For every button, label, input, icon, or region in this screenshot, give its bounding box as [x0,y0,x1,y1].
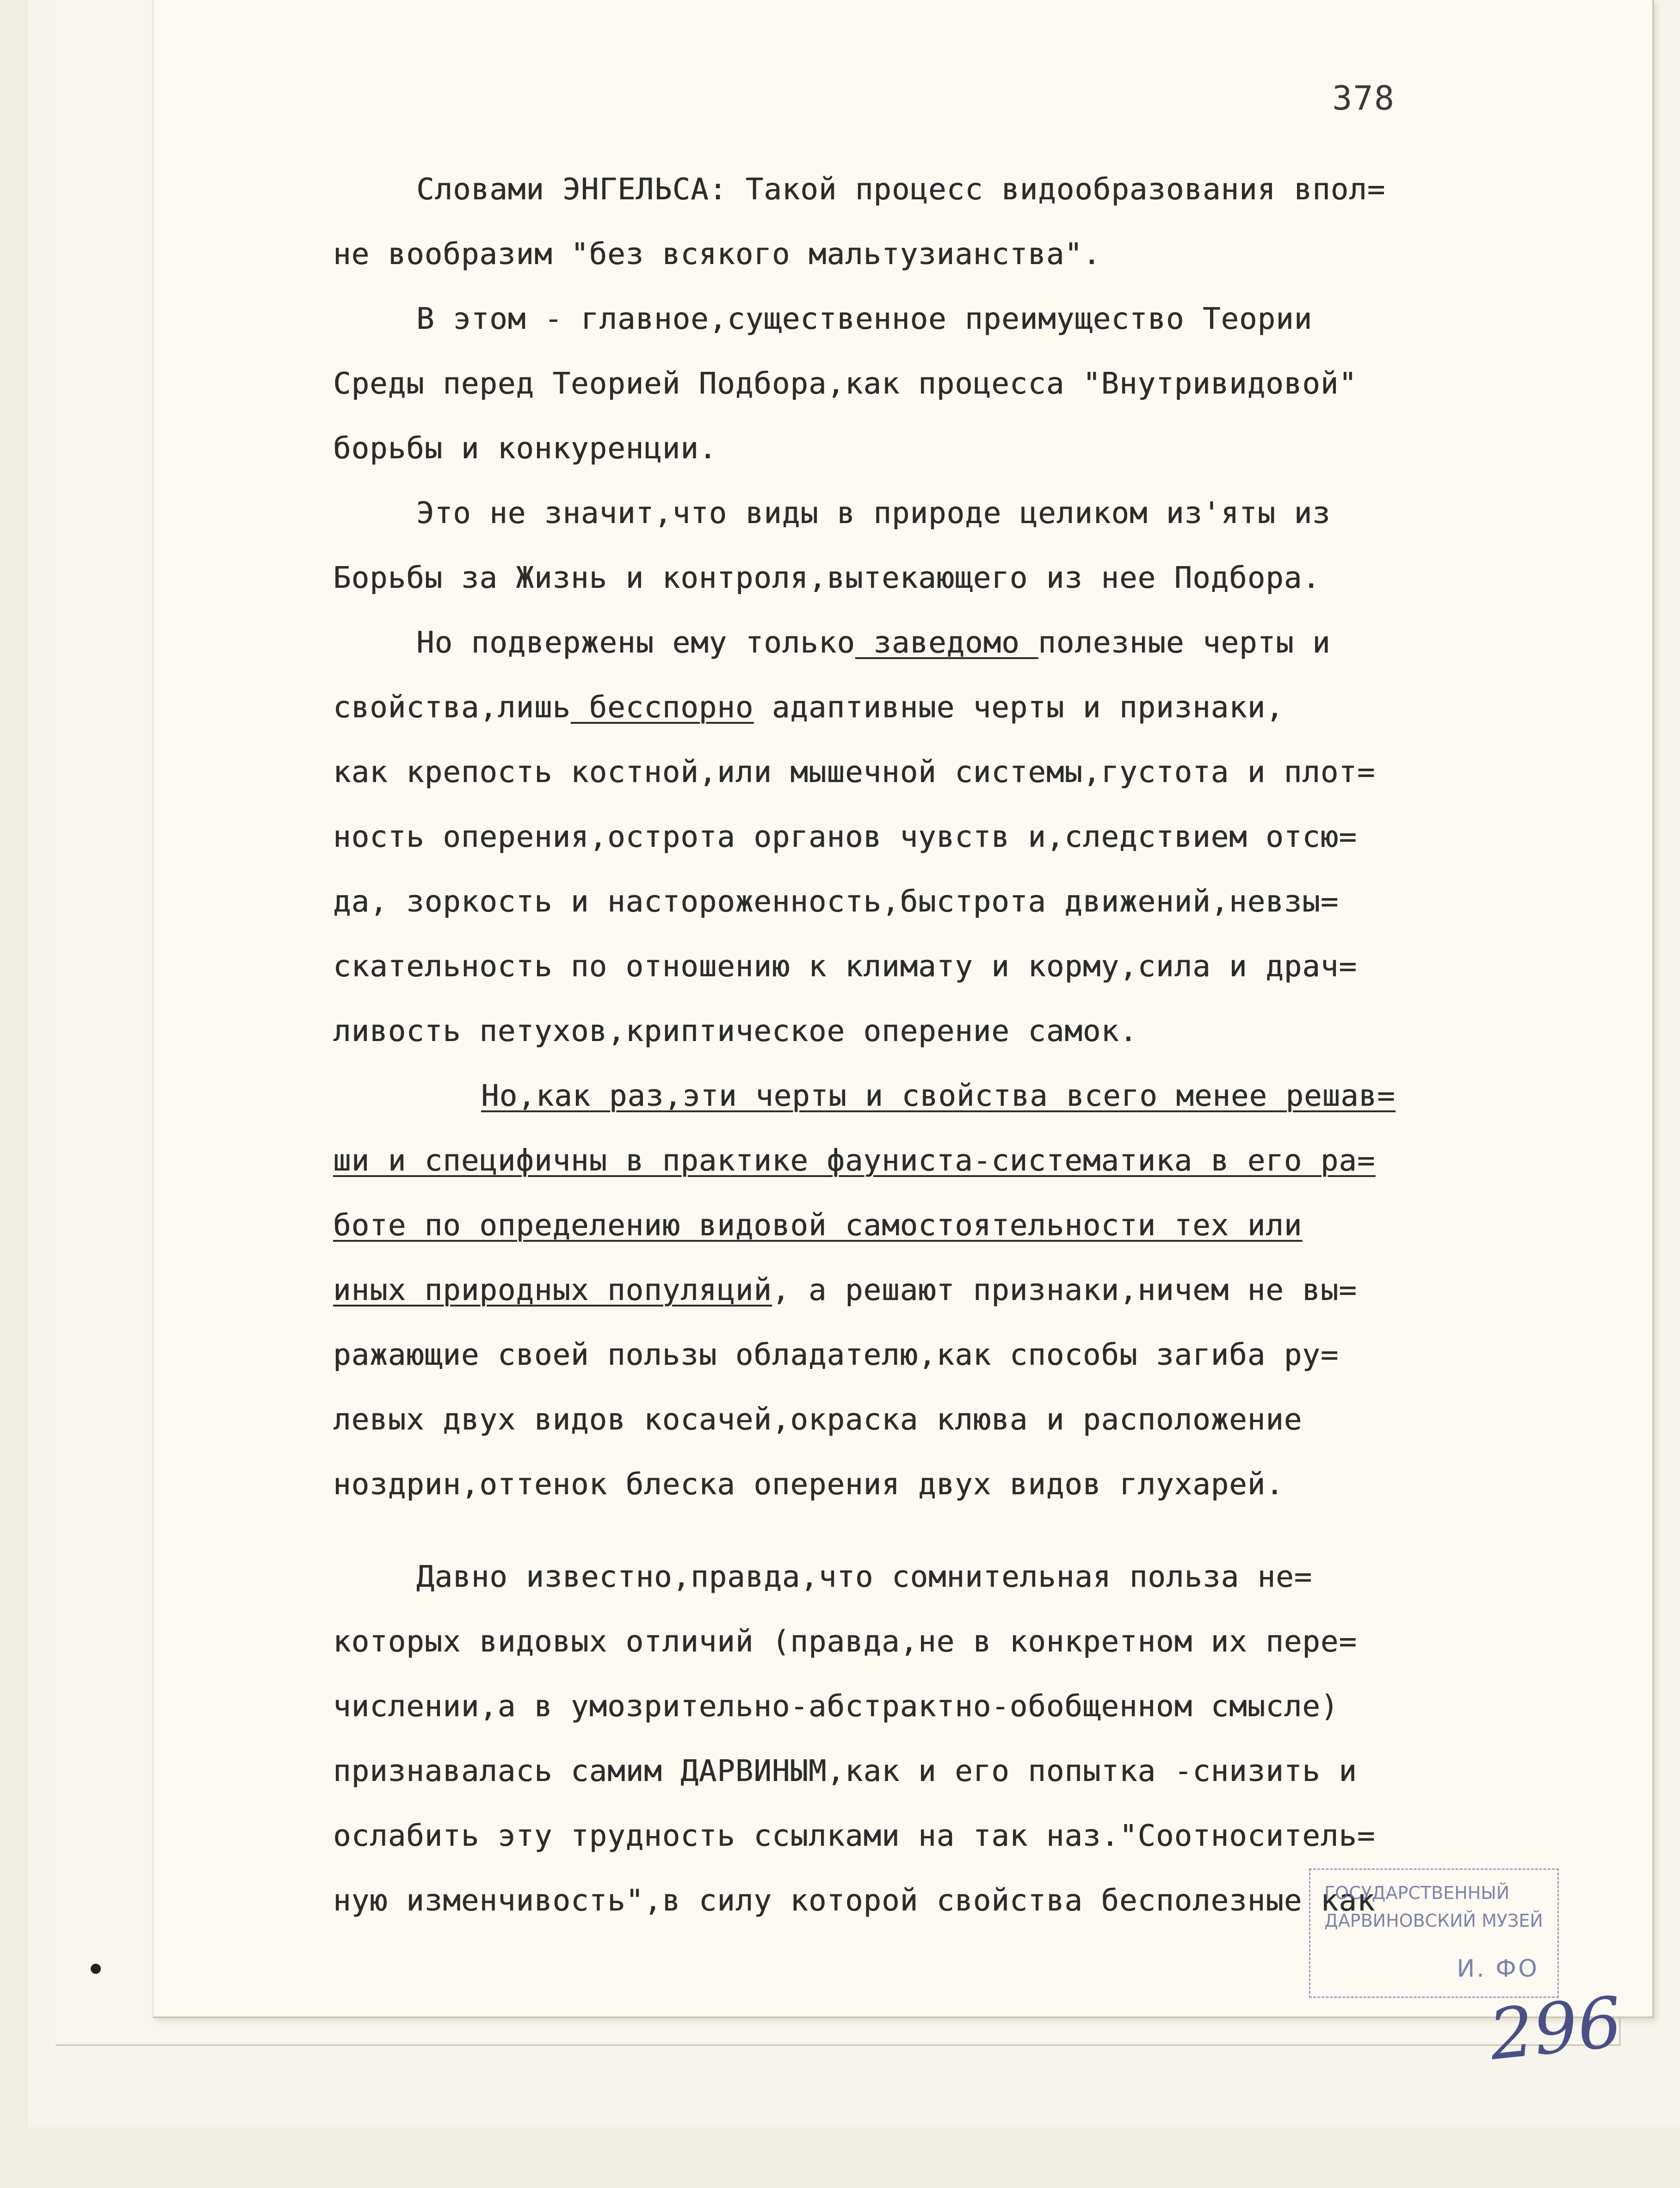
text-line: ослабить эту трудность ссылками на так наз."Соотноситель= [333,1819,1376,1853]
text-line [333,1064,1517,1128]
text-line: да, зоркость и настороженность,быстрота движений,невзы= [333,885,1339,919]
text-line: ную изменчивость",в силу которой свойства бесполезные как [333,1884,1376,1918]
text-line: Борьбы за Жизнь и контроля,вытекающего из нее Подбора. [333,561,1321,595]
text-line: признавалась самим ДАРВИНЫМ,как и его попытка -снизить и [333,1754,1357,1788]
text-segment: адаптивные черты и признаки, [754,690,1284,725]
underlined-text: иных природных популяций [333,1273,772,1307]
underlined-text: ши и специфичны в практике фауниста-систематика в его ра= [333,1144,1376,1178]
page-number: 378 [1332,79,1396,117]
paragraph-gap [333,1517,1517,1545]
archive-stamp [1309,1868,1559,1998]
text-line [333,1193,1517,1258]
underlined-text: Но,как раз,эти черты и свойства всего менее решав= [481,1079,1396,1113]
underlined-text: заведомо [855,626,1038,660]
stamp-abbreviation: И. ФО [1457,1955,1539,1983]
text-line: ность оперения,острота органов чувств и,следствием отсю= [333,820,1357,854]
text-line: ливость петухов,криптическое оперение самок. [333,1014,1138,1048]
text-line: Давно известно,правда,что сомнительная польза не= [416,1560,1313,1594]
text-line: числении,а в умозрительно-абстрактно-обобщенном смысле) [333,1689,1339,1724]
text-line [333,610,1517,675]
text-line: не вообразим "без всякого мальтузианства". [333,237,1101,271]
text-segment: Но подвержены ему только [416,626,855,660]
text-line: ражающие своей пользы обладателю,как способы загиба ру= [333,1338,1339,1372]
text-line: ноздрин,оттенок блеска оперения двух видов глухарей. [333,1467,1284,1502]
ink-dot [91,1964,101,1974]
text-segment: , а решают признаки,ничем не вы= [772,1273,1357,1307]
text-segment: свойства,лишь [333,690,571,725]
text-line [333,1128,1517,1193]
text-line: которых видовых отличий (правда,не в конкретном их пере= [333,1625,1357,1659]
text-line: борьбы и конкуренции. [333,431,717,466]
text-line: Словами ЭНГЕЛЬСА: Такой процесс видообразования впол= [416,173,1386,207]
underlined-text: бесспорно [570,690,754,725]
text-line: как крепость костной,или мышечной системы,густота и плот= [333,755,1376,789]
stamp-line: ДАРВИНОВСКИЙ МУЗЕЙ [1324,1911,1543,1931]
underlined-text: боте по определению видовой самостоятельности тех или [333,1208,1303,1243]
text-line: левых двух видов косачей,окраска клюва и расположение [333,1403,1303,1437]
stamp-line: ГОСУДАРСТВЕННЫЙ [1324,1883,1510,1903]
text-line: скательность по отношению к климату и корму,сила и драч= [333,949,1357,984]
text-line [333,1258,1517,1323]
text-line: Это не значит,что виды в природе целиком из'яты из [416,496,1331,530]
bottom-band [0,2127,1680,2188]
typewritten-text [333,157,1517,1933]
handwritten-folio-number: 296 [1485,1982,1626,2076]
text-line: Среды перед Теорией Подбора,как процесса "Внутривидовой" [333,367,1357,401]
text-segment: полезные черты и [1038,626,1331,660]
text-line: В этом - главное,существенное преимущество Теории [416,302,1313,336]
text-line [333,675,1517,740]
